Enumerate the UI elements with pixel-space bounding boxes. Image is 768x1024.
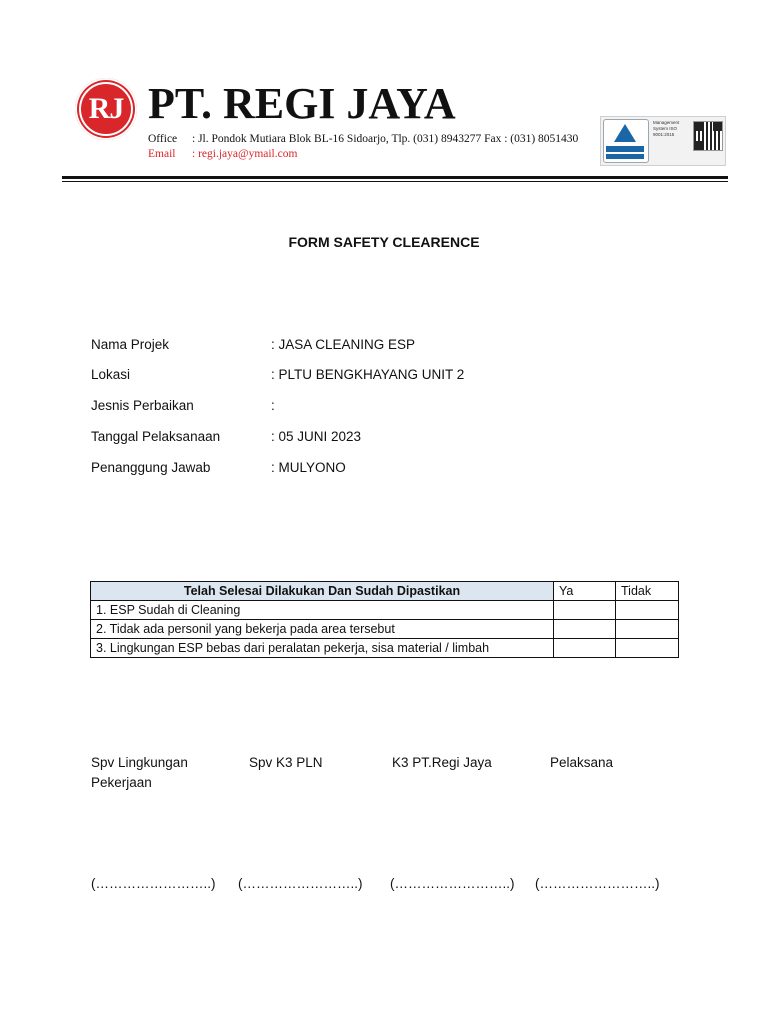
- signature-role-spv-lingkungan: Spv Lingkungan Pekerjaan: [91, 755, 188, 790]
- tidak-cell[interactable]: [616, 620, 679, 639]
- field-label-lokasi: Lokasi: [91, 367, 131, 382]
- certification-badge: [600, 116, 726, 166]
- field-value-penanggung-jawab: : MULYONO: [271, 460, 346, 475]
- field-label-tanggal: Tanggal Pelaksanaan: [91, 429, 221, 444]
- checklist-header-row: [91, 582, 679, 601]
- tidak-cell[interactable]: [616, 639, 679, 658]
- signature-line-spv-k3-pln[interactable]: (……………………..): [238, 876, 363, 891]
- checklist-item: 2. Tidak ada personil yang bekerja pada area tersebut: [91, 620, 554, 639]
- cert-system-text: Management System ISO 9001:2015: [653, 120, 680, 137]
- field-value-jenis-perbaikan: :: [271, 398, 275, 413]
- field-label-jenis-perbaikan: Jesnis Perbaikan: [91, 398, 194, 413]
- logo-lettering: RJ: [88, 92, 124, 125]
- tuv-triangle-icon: [614, 124, 636, 142]
- table-row: [91, 639, 679, 658]
- email-line: [148, 148, 297, 160]
- cert-text: [653, 120, 691, 138]
- signature-line-k3-regi-jaya[interactable]: (……………………..): [390, 876, 515, 891]
- office-label: Office: [148, 133, 178, 145]
- header-item: Telah Selesai Dilakukan Dan Sudah Dipastikan: [91, 582, 554, 601]
- tuv-band-certified: [606, 154, 644, 159]
- checklist-item: 3. Lingkungan ESP bebas dari peralatan pekerja, sisa material / limbah: [91, 639, 554, 658]
- document-title: FORM SAFETY CLEARENCE: [288, 234, 480, 250]
- company-name: PT. REGI JAYA: [148, 79, 456, 128]
- signature-line-pelaksana[interactable]: (……………………..): [535, 876, 660, 891]
- field-value-lokasi: : PLTU BENGKHAYANG UNIT 2: [271, 367, 465, 382]
- checklist-item: 1. ESP Sudah di Cleaning: [91, 601, 554, 620]
- email-label: Email: [148, 148, 176, 160]
- ya-cell[interactable]: [554, 620, 616, 639]
- tuv-band: [606, 146, 644, 152]
- office-address: [148, 133, 578, 145]
- field-label-penanggung-jawab: Penanggung Jawab: [91, 460, 211, 475]
- signature-role-spv-k3-pln: Spv K3 PLN: [249, 755, 323, 770]
- field-label-nama-projek: Nama Projek: [91, 337, 170, 352]
- signature-role-k3-regi-jaya: K3 PT.Regi Jaya: [392, 755, 492, 770]
- header-divider-thin: [62, 181, 728, 182]
- company-logo: [75, 78, 137, 140]
- office-value: : Jl. Pondok Mutiara Blok BL-16 Sidoarjo, Tlp. (031) 8943277 Fax : (031) 8051430: [192, 133, 579, 145]
- header-tidak: Tidak: [616, 582, 679, 601]
- checklist-table: [90, 581, 679, 658]
- tuv-logo-icon: [603, 119, 649, 163]
- qr-code-icon: [693, 121, 723, 151]
- email-value: : regi.jaya@ymail.com: [192, 148, 298, 160]
- ya-cell[interactable]: [554, 601, 616, 620]
- signature-role-pelaksana: Pelaksana: [550, 755, 614, 770]
- table-row: [91, 601, 679, 620]
- ya-cell[interactable]: [554, 639, 616, 658]
- signature-line-spv-lingkungan[interactable]: (……………………..): [91, 876, 216, 891]
- header-ya: Ya: [554, 582, 616, 601]
- field-value-tanggal: : 05 JUNI 2023: [271, 429, 362, 444]
- header-divider-thick: [62, 176, 728, 179]
- field-value-nama-projek: : JASA CLEANING ESP: [271, 337, 416, 352]
- table-row: [91, 620, 679, 639]
- tidak-cell[interactable]: [616, 601, 679, 620]
